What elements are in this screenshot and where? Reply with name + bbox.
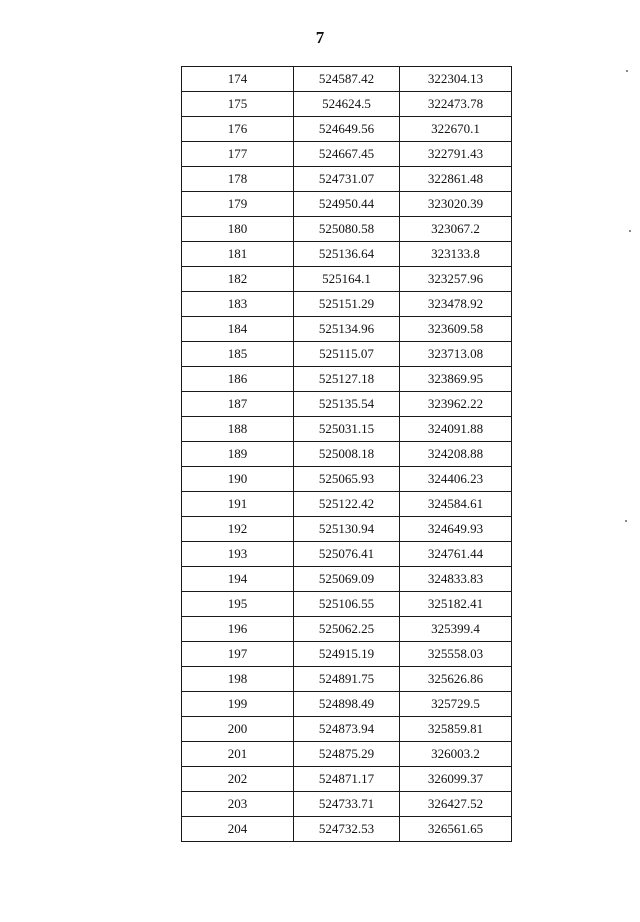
point-number-cell: 180 <box>182 217 294 242</box>
table-row <box>182 342 512 367</box>
point-number-cell: 174 <box>182 67 294 92</box>
y-coordinate-cell: 325729.5 <box>400 692 512 717</box>
x-coordinate-cell: 524871.17 <box>294 767 400 792</box>
point-number-cell: 187 <box>182 392 294 417</box>
table-row <box>182 742 512 767</box>
x-coordinate-cell: 524667.45 <box>294 142 400 167</box>
table-row <box>182 167 512 192</box>
x-coordinate-cell: 524950.44 <box>294 192 400 217</box>
scan-speck <box>625 520 627 522</box>
point-number-cell: 176 <box>182 117 294 142</box>
table-row <box>182 567 512 592</box>
coordinates-table <box>181 66 512 842</box>
table-row <box>182 642 512 667</box>
table-row <box>182 442 512 467</box>
table-row <box>182 792 512 817</box>
x-coordinate-cell: 525135.54 <box>294 392 400 417</box>
table-row <box>182 192 512 217</box>
y-coordinate-cell: 324406.23 <box>400 467 512 492</box>
point-number-cell: 201 <box>182 742 294 767</box>
point-number-cell: 179 <box>182 192 294 217</box>
table-row <box>182 117 512 142</box>
point-number-cell: 194 <box>182 567 294 592</box>
y-coordinate-cell: 325182.41 <box>400 592 512 617</box>
x-coordinate-cell: 525134.96 <box>294 317 400 342</box>
y-coordinate-cell: 323869.95 <box>400 367 512 392</box>
x-coordinate-cell: 525080.58 <box>294 217 400 242</box>
point-number-cell: 177 <box>182 142 294 167</box>
x-coordinate-cell: 524873.94 <box>294 717 400 742</box>
x-coordinate-cell: 525031.15 <box>294 417 400 442</box>
y-coordinate-cell: 323020.39 <box>400 192 512 217</box>
x-coordinate-cell: 525065.93 <box>294 467 400 492</box>
point-number-cell: 181 <box>182 242 294 267</box>
x-coordinate-cell: 525164.1 <box>294 267 400 292</box>
table-row <box>182 817 512 842</box>
y-coordinate-cell: 323713.08 <box>400 342 512 367</box>
point-number-cell: 198 <box>182 667 294 692</box>
point-number-cell: 200 <box>182 717 294 742</box>
point-number-cell: 195 <box>182 592 294 617</box>
y-coordinate-cell: 326003.2 <box>400 742 512 767</box>
point-number-cell: 178 <box>182 167 294 192</box>
point-number-cell: 186 <box>182 367 294 392</box>
x-coordinate-cell: 524891.75 <box>294 667 400 692</box>
table-row <box>182 292 512 317</box>
point-number-cell: 189 <box>182 442 294 467</box>
y-coordinate-cell: 323133.8 <box>400 242 512 267</box>
point-number-cell: 196 <box>182 617 294 642</box>
point-number-cell: 203 <box>182 792 294 817</box>
x-coordinate-cell: 525136.64 <box>294 242 400 267</box>
table-row <box>182 142 512 167</box>
table-row <box>182 467 512 492</box>
table-row <box>182 592 512 617</box>
point-number-cell: 175 <box>182 92 294 117</box>
y-coordinate-cell: 322473.78 <box>400 92 512 117</box>
y-coordinate-cell: 326099.37 <box>400 767 512 792</box>
point-number-cell: 204 <box>182 817 294 842</box>
y-coordinate-cell: 322791.43 <box>400 142 512 167</box>
x-coordinate-cell: 525127.18 <box>294 367 400 392</box>
y-coordinate-cell: 324833.83 <box>400 567 512 592</box>
table-row <box>182 667 512 692</box>
point-number-cell: 192 <box>182 517 294 542</box>
x-coordinate-cell: 525069.09 <box>294 567 400 592</box>
table-row <box>182 92 512 117</box>
point-number-cell: 190 <box>182 467 294 492</box>
x-coordinate-cell: 525115.07 <box>294 342 400 367</box>
y-coordinate-cell: 326561.65 <box>400 817 512 842</box>
y-coordinate-cell: 322861.48 <box>400 167 512 192</box>
x-coordinate-cell: 525122.42 <box>294 492 400 517</box>
x-coordinate-cell: 524732.53 <box>294 817 400 842</box>
table-row <box>182 392 512 417</box>
point-number-cell: 197 <box>182 642 294 667</box>
x-coordinate-cell: 525151.29 <box>294 292 400 317</box>
table-row <box>182 242 512 267</box>
y-coordinate-cell: 324091.88 <box>400 417 512 442</box>
y-coordinate-cell: 324761.44 <box>400 542 512 567</box>
coordinates-table-body <box>182 67 512 842</box>
x-coordinate-cell: 525062.25 <box>294 617 400 642</box>
x-coordinate-cell: 524915.19 <box>294 642 400 667</box>
y-coordinate-cell: 324649.93 <box>400 517 512 542</box>
point-number-cell: 185 <box>182 342 294 367</box>
point-number-cell: 193 <box>182 542 294 567</box>
point-number-cell: 184 <box>182 317 294 342</box>
x-coordinate-cell: 524731.07 <box>294 167 400 192</box>
point-number-cell: 191 <box>182 492 294 517</box>
y-coordinate-cell: 325626.86 <box>400 667 512 692</box>
y-coordinate-cell: 325558.03 <box>400 642 512 667</box>
table-row <box>182 767 512 792</box>
x-coordinate-cell: 525008.18 <box>294 442 400 467</box>
table-row <box>182 317 512 342</box>
y-coordinate-cell: 326427.52 <box>400 792 512 817</box>
point-number-cell: 183 <box>182 292 294 317</box>
y-coordinate-cell: 323609.58 <box>400 317 512 342</box>
table-row <box>182 492 512 517</box>
y-coordinate-cell: 322304.13 <box>400 67 512 92</box>
y-coordinate-cell: 323478.92 <box>400 292 512 317</box>
scan-speck <box>629 230 631 232</box>
table-row <box>182 542 512 567</box>
y-coordinate-cell: 322670.1 <box>400 117 512 142</box>
x-coordinate-cell: 524624.5 <box>294 92 400 117</box>
table-row <box>182 517 512 542</box>
y-coordinate-cell: 324584.61 <box>400 492 512 517</box>
x-coordinate-cell: 525076.41 <box>294 542 400 567</box>
table-row <box>182 417 512 442</box>
x-coordinate-cell: 524875.29 <box>294 742 400 767</box>
x-coordinate-cell: 524649.56 <box>294 117 400 142</box>
point-number-cell: 202 <box>182 767 294 792</box>
x-coordinate-cell: 524733.71 <box>294 792 400 817</box>
y-coordinate-cell: 325859.81 <box>400 717 512 742</box>
table-row <box>182 617 512 642</box>
x-coordinate-cell: 524587.42 <box>294 67 400 92</box>
scan-speck <box>626 70 628 72</box>
table-row <box>182 217 512 242</box>
x-coordinate-cell: 525130.94 <box>294 517 400 542</box>
table-row <box>182 367 512 392</box>
point-number-cell: 182 <box>182 267 294 292</box>
y-coordinate-cell: 323257.96 <box>400 267 512 292</box>
table-row <box>182 267 512 292</box>
point-number-cell: 188 <box>182 417 294 442</box>
x-coordinate-cell: 525106.55 <box>294 592 400 617</box>
table-row <box>182 67 512 92</box>
table-row <box>182 717 512 742</box>
y-coordinate-cell: 323067.2 <box>400 217 512 242</box>
point-number-cell: 199 <box>182 692 294 717</box>
y-coordinate-cell: 324208.88 <box>400 442 512 467</box>
x-coordinate-cell: 524898.49 <box>294 692 400 717</box>
y-coordinate-cell: 325399.4 <box>400 617 512 642</box>
table-row <box>182 692 512 717</box>
y-coordinate-cell: 323962.22 <box>400 392 512 417</box>
page-number: 7 <box>315 28 325 47</box>
